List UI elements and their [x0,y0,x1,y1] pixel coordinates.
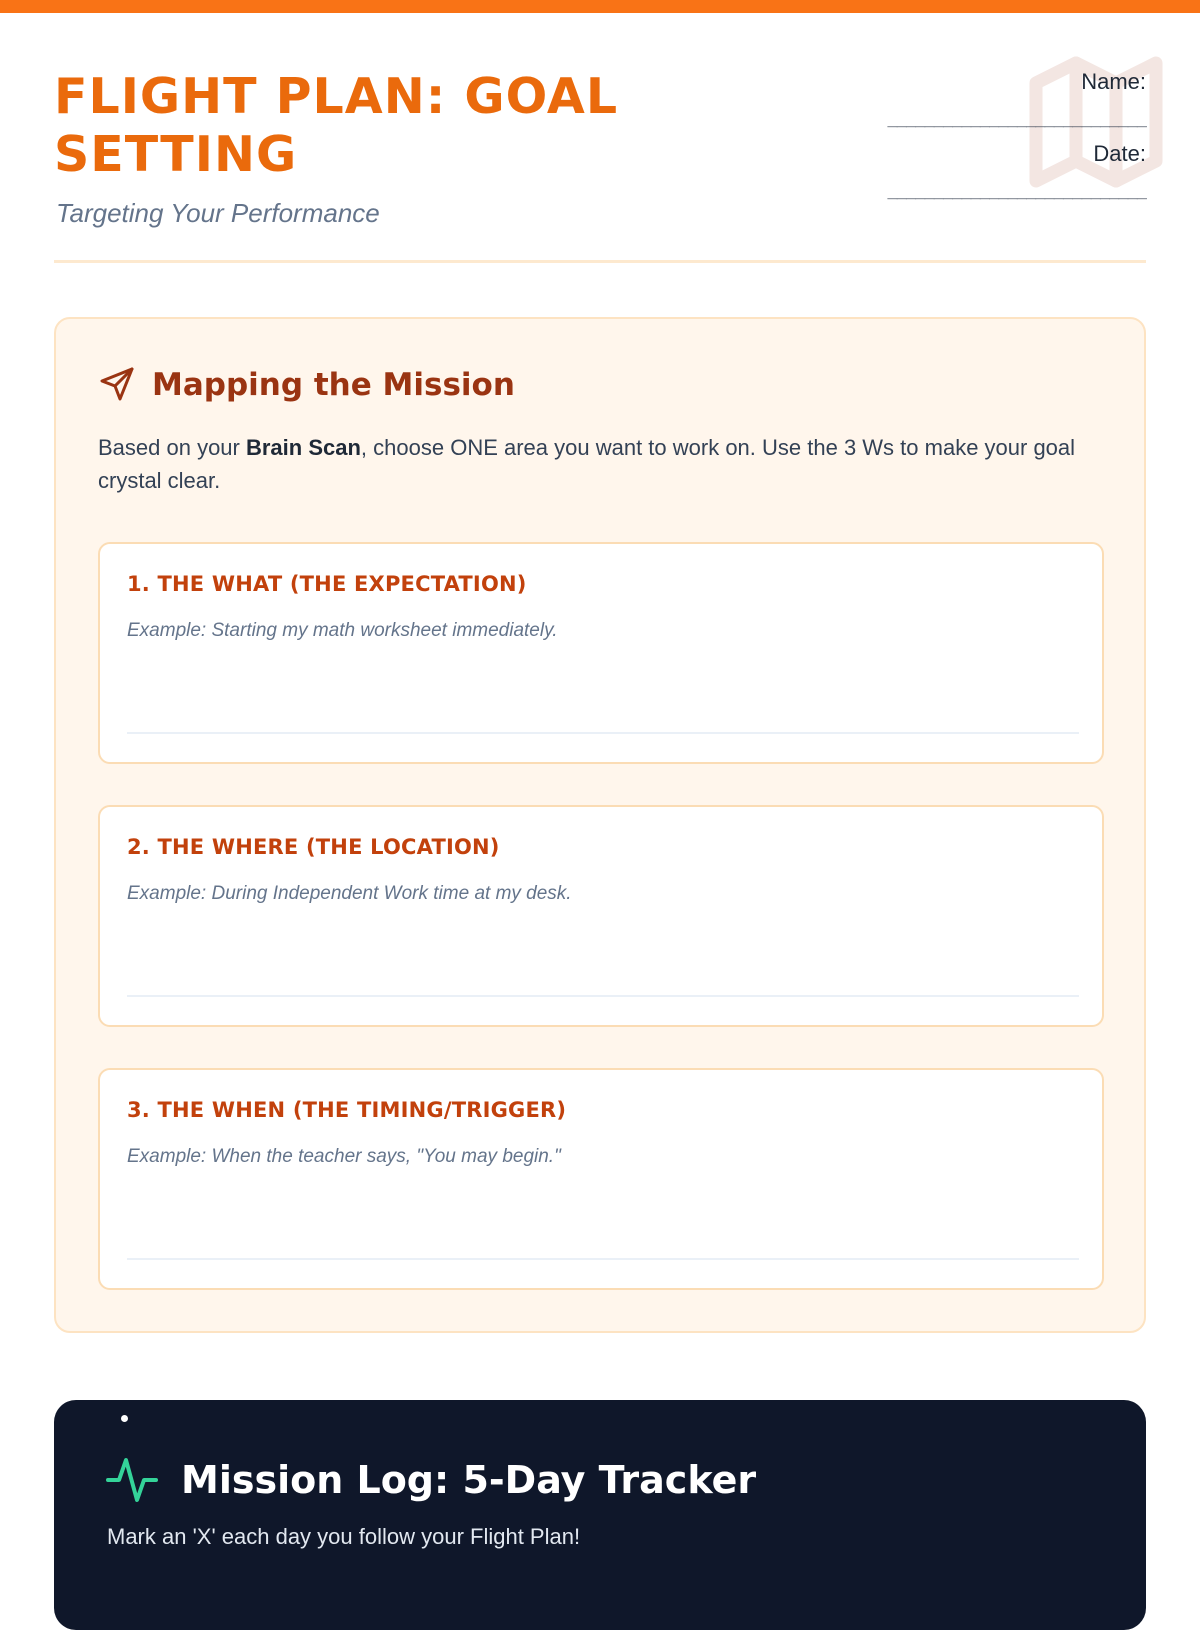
mapping-mission-panel [54,317,1146,1333]
send-icon [98,365,136,403]
intro-text-end: , choose ONE area you want to work on. Use the 3 Ws to make your goal crystal clear. [98,435,1076,493]
intro-brain-scan: Brain Scan [245,435,361,460]
name-date-fields [887,68,1146,212]
decorative-dot [121,1415,128,1422]
date-label: Date: [1093,141,1146,166]
header-divider [54,260,1146,263]
page-subtitle: Targeting Your Performance [56,198,380,228]
where-answer-line[interactable] [127,995,1079,997]
page-title: FLIGHT PLAN: GOAL SETTING [54,68,619,183]
date-blank-line[interactable]: ____________________________ [887,180,1146,200]
where-label: 2. THE WHERE (THE LOCATION) [127,835,500,859]
when-answer-line[interactable] [127,1258,1079,1260]
mission-title: Mapping the Mission [152,367,515,403]
when-label: 3. THE WHEN (THE TIMING/TRIGGER) [127,1098,567,1122]
mission-instructions [98,431,1098,497]
tracker-title: Mission Log: 5-Day Tracker [181,1458,757,1502]
intro-text-start: Based on your [98,435,246,460]
name-blank-line[interactable]: ____________________________ [887,108,1146,128]
where-example: Example: During Independent Work time at my desk. [127,883,572,904]
where-card [98,805,1104,1027]
mission-log-tracker [54,1400,1146,1630]
name-label: Name: [1081,69,1146,94]
top-accent-bar [0,0,1200,13]
when-card [98,1068,1104,1290]
what-answer-line[interactable] [127,732,1079,734]
what-example: Example: Starting my math worksheet immediately. [127,620,558,641]
when-example: Example: When the teacher says, "You may begin." [127,1146,561,1167]
worksheet-header [54,68,1146,262]
activity-icon [106,1454,158,1506]
tracker-instructions: Mark an 'X' each day you follow your Flight Plan! [107,1524,581,1549]
what-label: 1. THE WHAT (THE EXPECTATION) [127,572,527,596]
what-card [98,542,1104,764]
